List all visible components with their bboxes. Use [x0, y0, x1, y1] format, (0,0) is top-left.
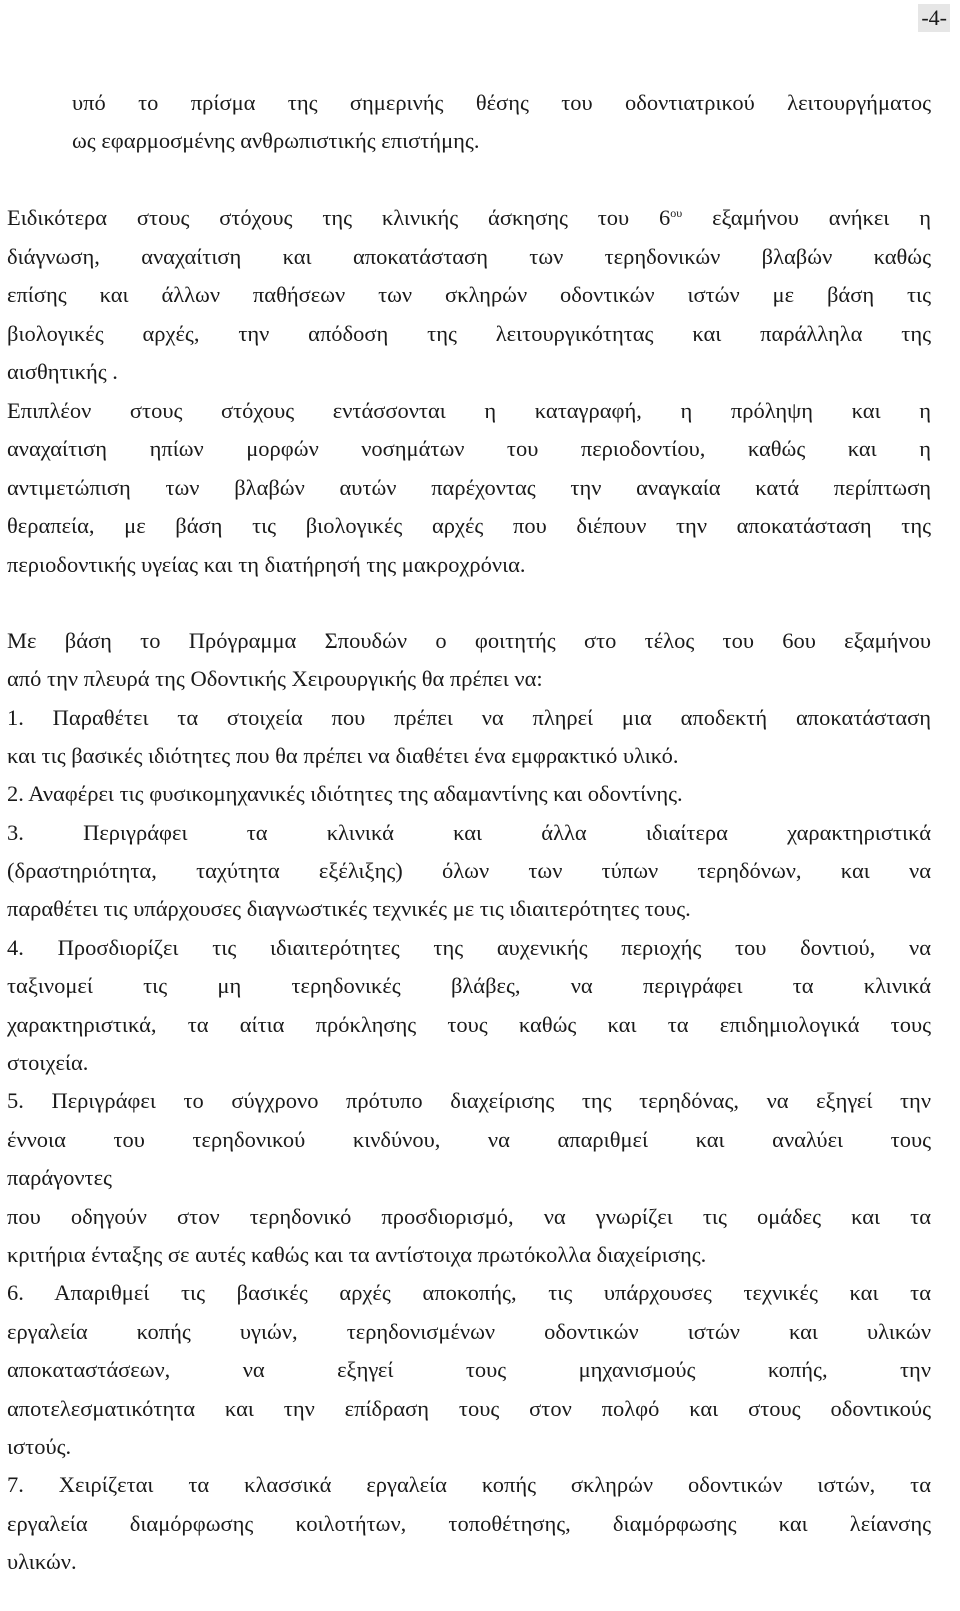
text-line: που οδηγούν στον τερηδονικό προσδιορισμό, να γνωρίζει τις ομάδες και τα: [7, 1204, 931, 1229]
text-line: αναχαίτιση ηπίων μορφών νοσημάτων του περιοδοντίου, καθώς και η: [7, 436, 931, 461]
superscript: ου: [670, 206, 683, 220]
text-line: κριτήρια ένταξης σε αυτές καθώς και τα αντίστοιχα πρωτόκολλα διαχείρισης.: [7, 1242, 707, 1267]
text-line: [7, 204, 931, 232]
text-line: αποτελεσματικότητα και την επίδραση τους στον πολφό και στους οδοντικούς: [7, 1396, 931, 1421]
text-line: βιολογικές αρχές, την απόδοση της λειτουργικότητας και παράλληλα της: [7, 321, 931, 346]
list-item-5: 5. Περιγράφει το σύγχρονο πρότυπο διαχείρισης της τερηδόνας, να εξηγεί την: [7, 1088, 931, 1113]
text-line: Επιπλέον στους στόχους εντάσσονται η καταγραφή, η πρόληψη και η: [7, 398, 931, 423]
list-item-3: 3. Περιγράφει τα κλινικά και άλλα ιδιαίτερα χαρακτηριστικά: [7, 820, 931, 845]
text-line: αποκαταστάσεων, να εξηγεί τους μηχανισμούς κοπής, την: [7, 1357, 931, 1382]
text-line: από την πλευρά της Οδοντικής Χειρουργικής θα πρέπει να:: [7, 666, 543, 691]
text-line: (δραστηριότητα, ταχύτητα εξέλιξης) όλων των τύπων τερηδόνων, και να: [7, 858, 931, 883]
text-line: παραθέτει τις υπάρχουσες διαγνωστικές τεχνικές με τις ιδιαιτερότητες τους.: [7, 896, 691, 921]
text-line: έννοια του τερηδονικού κινδύνου, να απαριθμεί και αναλύει τους: [7, 1127, 931, 1152]
list-item-6: 6. Απαριθμεί τις βασικές αρχές αποκοπής, τις υπάρχουσες τεχνικές και τα: [7, 1280, 931, 1305]
text-line: εργαλεία διαμόρφωσης κοιλοτήτων, τοποθέτησης, διαμόρφωσης και λείανσης: [7, 1511, 931, 1536]
text-line: περιοδοντικής υγείας και τη διατήρησή της μακροχρόνια.: [7, 552, 526, 577]
text-fragment: εξαμήνου ανήκει η: [682, 205, 931, 230]
list-item-1: 1. Παραθέτει τα στοιχεία που πρέπει να πληρεί μια αποδεκτή αποκατάσταση: [7, 705, 931, 730]
list-item-7: 7. Χειρίζεται τα κλασσικά εργαλεία κοπής σκληρών οδοντικών ιστών, τα: [7, 1472, 931, 1497]
text-line: Με βάση το Πρόγραμμα Σπουδών ο φοιτητής στο τέλος του 6ου εξαμήνου: [7, 628, 931, 653]
text-line: ιστούς.: [7, 1434, 72, 1459]
list-item-2: 2. Αναφέρει τις φυσικομηχανικές ιδιότητες της αδαμαντίνης και οδοντίνης.: [7, 781, 683, 806]
text-line: στοιχεία.: [7, 1050, 89, 1075]
text-line: υλικών.: [7, 1549, 77, 1574]
text-line: θεραπεία, με βάση τις βιολογικές αρχές που διέπουν την αποκατάσταση της: [7, 513, 931, 538]
text-line: ταξινομεί τις μη τερηδονικές βλάβες, να περιγράφει τα κλινικά: [7, 973, 931, 998]
text-line: αισθητικής .: [7, 359, 118, 384]
text-fragment: Ειδικότερα στους στόχους της κλινικής άσκησης του 6: [7, 205, 671, 230]
text-line: ως εφαρμοσμένης ανθρωπιστικής επιστήμης.: [72, 128, 480, 153]
page-number: -4-: [918, 4, 950, 32]
list-item-4: 4. Προσδιορίζει τις ιδιαιτερότητες της αυχενικής περιοχής του δοντιού, να: [7, 935, 931, 960]
text-line: αντιμετώπιση των βλαβών αυτών παρέχοντας την αναγκαία κατά περίπτωση: [7, 475, 931, 500]
text-line: χαρακτηριστικά, τα αίτια πρόκλησης τους καθώς και τα επιδημιολογικά τους: [7, 1012, 931, 1037]
text-line: διάγνωση, αναχαίτιση και αποκατάσταση των τερηδονικών βλαβών καθώς: [7, 244, 931, 269]
text-line: υπό το πρίσμα της σημερινής θέσης του οδοντιατρικού λειτουργήματος: [72, 90, 931, 115]
text-line: εργαλεία κοπής υγιών, τερηδονισμένων οδοντικών ιστών και υλικών: [7, 1319, 931, 1344]
text-line: παράγοντες: [7, 1165, 112, 1190]
text-line: επίσης και άλλων παθήσεων των σκληρών οδοντικών ιστών με βάση τις: [7, 282, 931, 307]
text-line: και τις βασικές ιδιότητες που θα πρέπει να διαθέτει ένα εμφρακτικό υλικό.: [7, 743, 679, 768]
